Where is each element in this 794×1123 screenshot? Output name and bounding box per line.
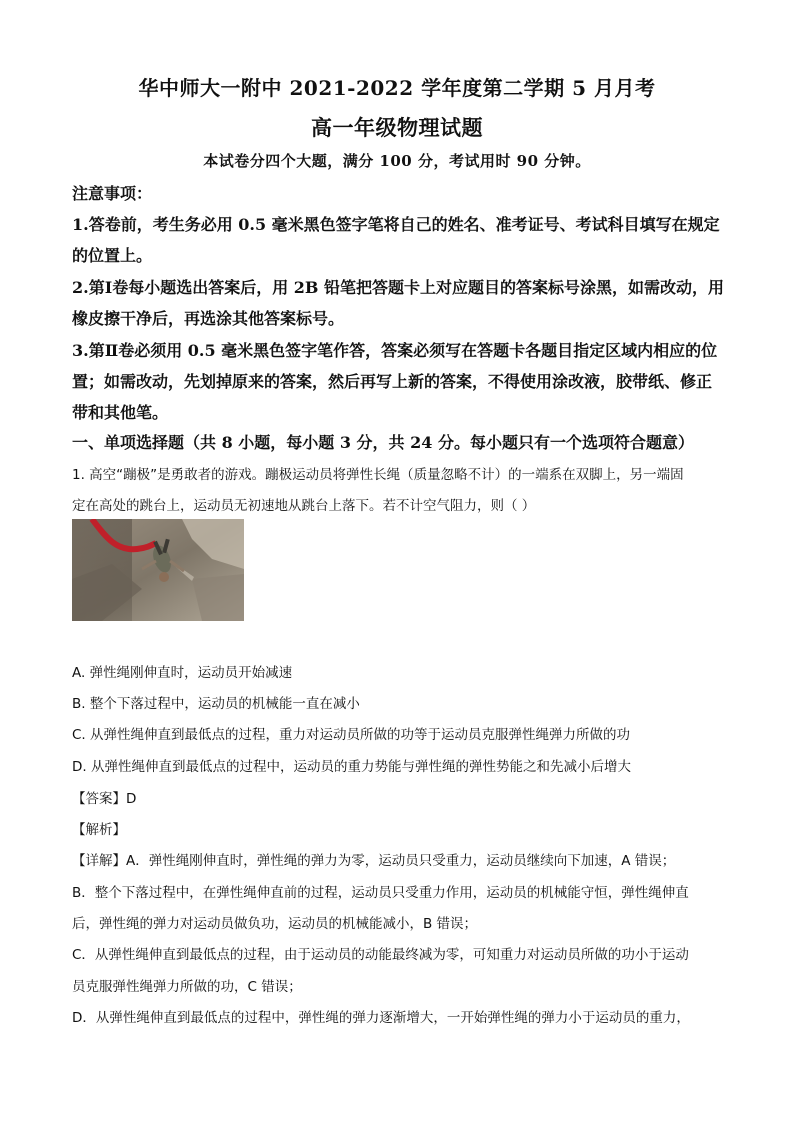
notes-line: 置；如需改动，先划掉原来的答案，然后再写上新的答案，不得使用涂改液，胶带纸、修正 bbox=[72, 372, 713, 391]
notes-line: 2.第Ⅰ卷每小题选出答案后，用 2B 铅笔把答题卡上对应题目的答案标号涂黑，如需改动，用 bbox=[72, 278, 724, 297]
analysis-line: B．整个下落过程中，在弹性绳伸直前的过程，运动员只受重力作用，运动员的机械能守恒，弹性绳伸直 bbox=[72, 885, 689, 901]
question-stem: 定在高处的跳台上，运动员无初速地从跳台上落下。若不计空气阻力，则（ ） bbox=[72, 498, 536, 514]
notes-line: 的位置上。 bbox=[72, 246, 153, 265]
bungee-jumper-image bbox=[72, 519, 244, 621]
analysis-label: 【解析】 bbox=[72, 822, 126, 838]
exam-subtitle: 高一年级物理试题 bbox=[311, 115, 483, 140]
notes-heading: 注意事项： bbox=[72, 184, 153, 203]
analysis-line: 员克服弹性绳弹力所做的功，C 错误； bbox=[72, 979, 302, 995]
exam-title: 华中师大一附中 2021-2022 学年度第二学期 5 月月考 bbox=[138, 76, 656, 100]
option-a: A. 弹性绳刚伸直时，运动员开始减速 bbox=[72, 665, 293, 681]
notes-line: 橡皮擦干净后，再选涂其他答案标号。 bbox=[72, 309, 345, 328]
notes-line: 3.第Ⅱ卷必须用 0.5 毫米黑色签字笔作答，答案必须写在答题卡各题目指定区域内相应的位 bbox=[72, 341, 718, 360]
question-stem: 1. 高空“蹦极”是勇敢者的游戏。蹦极运动员将弹性长绳（质量忽略不计）的一端系在双脚上，另一端固 bbox=[72, 467, 684, 483]
notes-line: 1.答卷前，考生务必用 0.5 毫米黑色签字笔将自己的姓名、准考证号、考试科目填写在规定 bbox=[72, 215, 720, 234]
option-d: D. 从弹性绳伸直到最低点的过程中，运动员的重力势能与弹性绳的弹性势能之和先减小后增大 bbox=[72, 759, 631, 775]
analysis-line: 后，弹性绳的弹力对运动员做负功，运动员的机械能减小，B 错误； bbox=[72, 916, 478, 932]
analysis-line: C．从弹性绳伸直到最低点的过程，由于运动员的动能最终减为零，可知重力对运动员所做的功小于运动 bbox=[72, 947, 689, 963]
answer-label: 【答案】D bbox=[72, 791, 137, 807]
exam-info: 本试卷分四个大题，满分 100 分，考试用时 90 分钟。 bbox=[203, 152, 591, 170]
analysis-line: D．从弹性绳伸直到最低点的过程中，弹性绳的弹力逐渐增大，一开始弹性绳的弹力小于运动员的重力， bbox=[72, 1010, 690, 1026]
option-c: C. 从弹性绳伸直到最低点的过程，重力对运动员所做的功等于运动员克服弹性绳弹力所做的功 bbox=[72, 727, 631, 743]
notes-line: 带和其他笔。 bbox=[72, 403, 169, 422]
section-heading: 一、单项选择题（共 8 小题，每小题 3 分，共 24 分。每小题只有一个选项符合题意） bbox=[72, 433, 694, 452]
bungee-photo bbox=[72, 519, 244, 621]
analysis-line: 【详解】A．弹性绳刚伸直时，弹性绳的弹力为零，运动员只受重力，运动员继续向下加速，A 错误； bbox=[72, 853, 676, 869]
option-b: B. 整个下落过程中，运动员的机械能一直在减小 bbox=[72, 696, 360, 712]
